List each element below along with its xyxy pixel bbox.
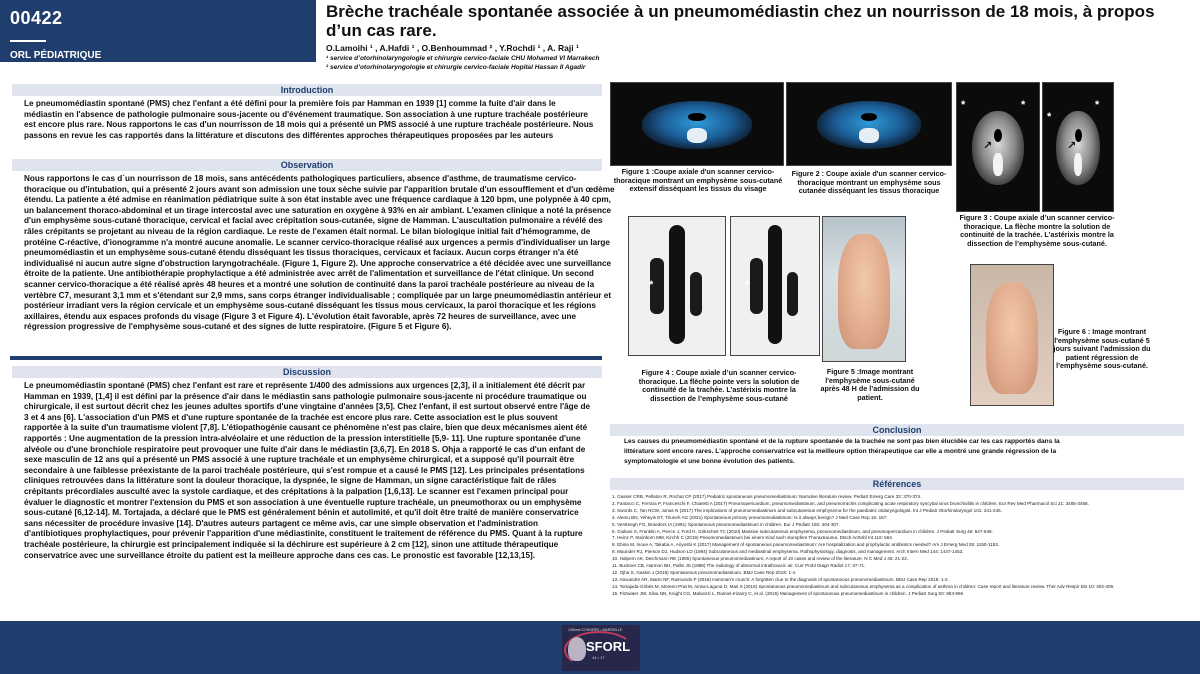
discussion-heading: Discussion [12, 366, 602, 378]
reference-item: 10. Halpern AK, Deichmann RE (1985) Spontaneous pneumomediastinum: A report of 10 cases and review of the literature. N C Med J 46: 21-23. [612, 556, 908, 562]
reference-item: 4. Alemu BN, Yeheyis ET, Tiruneh AG (2021) Spontaneous primary pneumomediastinum: Is it always benign? J Med Case Rep 15: 157. [612, 514, 888, 520]
arrow-marker: ↗ [669, 294, 679, 306]
authors: O.Lamoihi ¹ , A.Hafdi ¹ , O.Benhoummad ² , Y.Rochdi ¹ , A. Raji ¹ [326, 43, 579, 53]
reference-item: 8. Ebina M, Inoue A, Takaba A, Ariyoshi K (2017) Management of spontaneous pneumomediastinum: Are hospitalization and prophylactic antibiotics needed? Am J Emerg Med 35: 1150-1153. [612, 542, 1000, 548]
asterisk-marker: * [1021, 99, 1026, 111]
reference-item: 2. Fantacci C, Ferrara P, Franceschi F, Chiaretti A (2017) Pneumopericardium, pneumomediastinum, and pneumorrachis complicating acute respiratory syncytial virus bronchiolitis in children. Eur Rev Med Pharmacol Sci 21: 3465-3468. [612, 500, 1089, 506]
introduction-text: Le pneumomédiastin spontané (PMS) chez l'enfant a été défini pour la première fois par Hamman en 1939 [1] comme la fuite d'air dans le médiastin en l'absence de pathologie pulmonaire sous-jacente ou d'événement traumatique. Son association à une rupture trachéale postérieure est encore plus rare. Nous rapportons le cas d'un nourrisson de 18 mois qui a présenté un PMS associé à une rupture trachéale postérieure. Nous passons en revue les cas rapportés dans la littérature et discutons des différentes approches thérapeutiques proposées par les auteurs [24, 99, 594, 140]
reference-item: 6. Giuliani S, Franklin A, Pierce J, Ford H, Grikscheit TC (2010) Massive subcutaneous emphysema, pneumomediastinum, and pneumopericardium in children. J Pediatr Surg 45: 647-649. [612, 528, 993, 534]
affiliation-2: ² service d’otorhinolaryngologie et chirurgie cervico-faciale Hopital Hassan II Agadir [326, 64, 586, 71]
arrow-marker: ↗ [983, 140, 993, 152]
logo-sub-text: 14 • 17 [592, 655, 605, 660]
discussion-text: Le pneumomédiastin spontané (PMS) chez l'enfant est rare et représente 1/400 des admissions aux urgences [2,3], il a initialement été décrit par Hamman en 1939, [1,4] il est défini par la présence d'air dans le médiastin sans pathologie pulmonaire sous-jacente ni procédure traumatique ou chirurgicale, il est surtout décrit chez les jeunes adultes sportifs d'une vingtaine d'années [3,5]. Chez l'enfant, il est surtout observé entre l'âge de 3 et 4 ans [6]. L'association d'un PMS et d'une rupture spontanée de la trachée est encore plus rare. Cette association est le plus souvent rapportée à la suite d'un traumatisme violent [7,8]. L'étiopathogénie causant ce phénomène n'est pas claire, bien que deux mécanismes aient été rapportés : Une augmentation de la pression intra-alvéolaire et une réduction de la pression interstitielle [5,9- 11]. Une rupture spontanée d'une alvéole ou d'une bronchiole respiratoire peut provoquer une fuite d'air dans le médiastin [3,6,7]. En 2018 S. Ohja a rapporté le cas d'un enfant de sexe masculin de 12 ans qui a présenté un PMS associé à une rupture trachéale et un emphysème chirurgical, et a supposé qu'il pourrait être secondaire à une faiblesse préexistante de la paroi trachéale postérieure, qui s'est rompue et a causé le PMS [12]. Les principales présentations cliniques retrouvées dans la littérature sont la douleur thoracique, la dyspnée, le signe de Hamman, un signe caractéristique fait de râles crépitants précordiales ausculté avec la systole cardiaque, et des crépitations à la palpation [1,6,13]. Le scanner est l'examen principal pour évaluer le diagnostic et montrer l'extension du PMS et son association à une éventuelle rupture trachéale, un pneumothorax ou un emphysème sous-cutané [6,12-14]. M. Tortajada, a déclaré que le PMS est généralement bénin et autolimité, et qu'il doit être traité de manière conservatrice sans nécessiter de procédure invasive [14]. D'autres auteurs partagent ce même avis, car une simple observation et l'administration d'antibiotiques prophylactiques, pour prévenir l'apparition d'une médiastinite, constituent le traitement de référence du PMS. Quant à la rupture trachéale postérieure, la chirurgie est principalement indiquée si la déchirure est supérieure à 2 cm [12], sinon une attitude thérapeutique conservatrice avec une surveillance étroite du patient est la meilleure approche dans ces cas. Le pronostic est favorable [12,13,15]. [24, 381, 591, 560]
asterisk-marker: * [961, 99, 966, 111]
discussion-divider [10, 356, 602, 360]
reference-item: 14. Tortajada-Girbés M, Moreno-Prat M, Ainsa-Laguna D, Mas S (2016) Spontaneous pneumomediastinum and subcutaneous emphysema as a complication of asthma in children: Case report and literature review. Ther Adv Respir Dis 10: 402-409. [612, 583, 1115, 589]
poster-title: Brèche trachéale spontanée associée à un pneumomédiastin chez un nourrisson de 18 mois, à propos d’un cas rare. [326, 2, 1155, 40]
reference-item: 7. Heinz P, Steinborn MM, Kirchh C (2019) Pneumomediastinum bei einem Kind nach stumpfem Thoraxtrauma. Dtsch Arztebl Int 116: 564. [612, 535, 894, 541]
sforl-logo [562, 625, 640, 671]
figure-6-caption: Figure 6 : Image montrant l'emphysème sous-cutané 5 jours suivant l’admission du patient régression de l’emphysème sous-cutané. [1053, 327, 1151, 371]
figure-3-caption: Figure 3 : Coupe axiale d’un scanner cervico-thoracique. La flèche montre la solution de continuité de la trachée. L’astérixis montre la dissection de l’emphysème sous-cutané. [959, 213, 1115, 248]
poster-id: 00422 [10, 8, 63, 28]
figure-5-image [822, 216, 906, 362]
references-list [612, 494, 1184, 598]
reference-item: 15. Fitzwater JW, Silva NN, Knight CG, Malvezzi L, Ramos-Irizarry C, et al. (2015) Management of spontaneous pneumomediastinum in children. J Pediatr Surg 50: 963-966 [612, 590, 964, 596]
reference-item: 3. Swords C, Tan NCW, Jonas N (2017) The implications of pneumomediastinum and subcutaneous emphysema for the paediatric otolaryngologist. Int J Pediatr Otorhinolaryngol 101: 241-245. [612, 507, 1002, 513]
poster-category: ORL PÉDIATRIQUE [10, 50, 102, 61]
logo-small-text: 125ème CONGRÈS • MARSEILLE [568, 628, 623, 632]
arrow-up-marker: ↑ [771, 305, 777, 317]
asterisk-marker: * [1095, 99, 1100, 111]
figure-4b-image [730, 216, 820, 356]
reference-item: 11. Buckner CB, Harmon BH, Pallin JS (1988) The radiology of abnormal intrathoracic air. Curr Probl Diagn Radiol 17: 37-71. [612, 563, 866, 569]
figure-2-caption: Figure 2 : Coupe axiale d'un scanner cervico-thoracique montrant un emphysème sous cutanée disséquant les tissus thoracique [791, 169, 947, 196]
affiliation-1: ¹ service d’otorhinolaryngologie et chirurgie cervico-faciale CHU Mohamed VI Marrakech [326, 55, 600, 62]
asterisk-marker: * [649, 279, 654, 291]
reference-item: 5. Versteegh FG, Broeders IA (1991) Spontaneous pneumomediastinum in children. Eur J Pediatr 150: 304-307. [612, 521, 840, 527]
figure-1-caption: Figure 1 :Coupe axiale d'un scanner cervico-thoracique montrant un emphysème sous-cutané extensif disséquant les tissus du visage [613, 167, 783, 194]
asterisk-marker: * [745, 279, 750, 291]
reference-item: 9. Maunder RJ, Pierson DJ, Hudson LD (1984) Subcutaneous and mediastinal emphysema. Pathophysiology, diagnosis, and management. Arch Intern Med 144: 1447-1453. [612, 549, 964, 555]
observation-text: Nous rapportons le cas d`un nourrisson de 18 mois, sans antécédents pathologiques particuliers, absence d'asthme, de traumatisme cervico-thoracique ou d'intubation, qui a présenté 2 jours avant son admission une toux sèche suivie par l'apparition brutale d'un essoufflement et d'un œdème étendu. La patiente a été admise en réanimation pédiatrique suite à son état instable avec une fréquence cardiaque à 120 bpm, une polypnée à 40 cpm, un balancement thoraco-abdominal et un tirage intercostal avec une saturation en oxygène à 93% en air ambiant. L'examen clinique a noté la présence d'un emphysème sous-cutané thoracique, cervical et facial avec crépitation sous-cutanée, signe de Hamman. L'auscultation pulmonaire a révélé des râles crépitants se projetant au niveau de la région cardiaque. Le reste de l'examen était normal. Le bilan biologique initial fait d'hémogramme, de protéine C-réactive, d'ionogramme n'a montré aucune anomalie. Le scanner cervico-thoracique réalisé aux urgences a permis d'individualiser un large pneumomédiastin et un emphysème sous-cutané étendu disséquant les tissus thoraciques, cervicaux et faciaux. Aucun corps étranger n'a été individualisé ni aucun autre signe d'obstruction laryngotrachéale. (Figure 1, Figure 2). Une approche conservatrice a été décidée avec une surveillance étroite de la patiente. Une antibiothérapie prophylactique a été administrée avec arrêt de l'alimentation et surveillance de l'état clinique. Un second scanner cervico-thoracique a été réalisé après 48 heures et a montré une solution de continuité dans la paroi trachéale postérieure au niveau de la vertèbre C7, mesurant 3,1 mm et s'étendant sur 2,9 mms, sans corps étranger individualisable ; compliquée par un large pneumomédiastin antérieur et postérieur irradiant vers la région cervicale et un emphysème sous-cutané disséquant les tissus mous cervicaux, la paroi thoracique et les régions axillaires, étendu aux espaces profonds du visage (Figure 3 et Figure 4). L'évolution était favorable, après 72 heures de surveillance, avec une régression progressive de l'emphysème sous-cutané et des signes de lutte respiratoire. (Figure 5 et Figure 6). [24, 174, 615, 332]
reference-item: 13. Alexandre AR, Marto NF, Raimundo P (2018) Hamman's crunch: A forgotten clue to the diagnosis of spontaneous pneumomediastinum. BMJ Case Rep 2018: 1-2. [612, 576, 949, 582]
figure-6-image [970, 264, 1054, 406]
arrow-marker: ↗ [1067, 140, 1077, 152]
conclusion-heading: Conclusion [610, 424, 1184, 436]
introduction-heading: Introduction [12, 84, 602, 96]
figure-3b-image [1042, 82, 1114, 212]
logo-text: SFORL [586, 639, 631, 654]
figure-5-caption: Figure 5 :Image montrant l'emphysème sous-cutané après 48 H de l’admission du patient. [820, 367, 920, 402]
references-heading: Références [610, 478, 1184, 490]
id-divider [10, 40, 46, 42]
header-banner [0, 0, 316, 62]
figure-2-image [786, 82, 952, 166]
asterisk-marker: * [1047, 111, 1052, 123]
conclusion-text: Les causes du pneumomédiastin spontané et de la rupture spontanée de la trachée ne sont pas bien élucidée car les cas rapportés dans la littérature sont encore rares. L'approche conservatrice est la meilleure option thérapeutique car elle a montré une grande régression de la symptomatologie et une bonne évolution des patients. [624, 438, 1060, 465]
figure-4-caption: Figure 4 : Coupe axiale d’un scanner cervico-thoracique. La flèche pointe vers la solution de continuité de la trachée. L’astérixis montre la dissection de l’emphysème sous-cutané [638, 368, 800, 403]
logo-face [568, 637, 586, 661]
observation-heading: Observation [12, 159, 602, 171]
reference-item: 12. Ojha S, Gaskin J (2018) Spontaneous pneumomediastinum. BMJ Case Rep 2018: 1-4. [612, 569, 797, 575]
reference-item: 1. Gasser CRB, Pellaton R, Rochat CP (2017) Pediatric spontaneous pneumomediastinum: Narrative literature review. Pediatr Emerg Care 33: 370-374. [612, 494, 922, 499]
figure-3a-image [956, 82, 1040, 212]
figure-4a-image [628, 216, 726, 356]
figure-1-image [610, 82, 784, 166]
